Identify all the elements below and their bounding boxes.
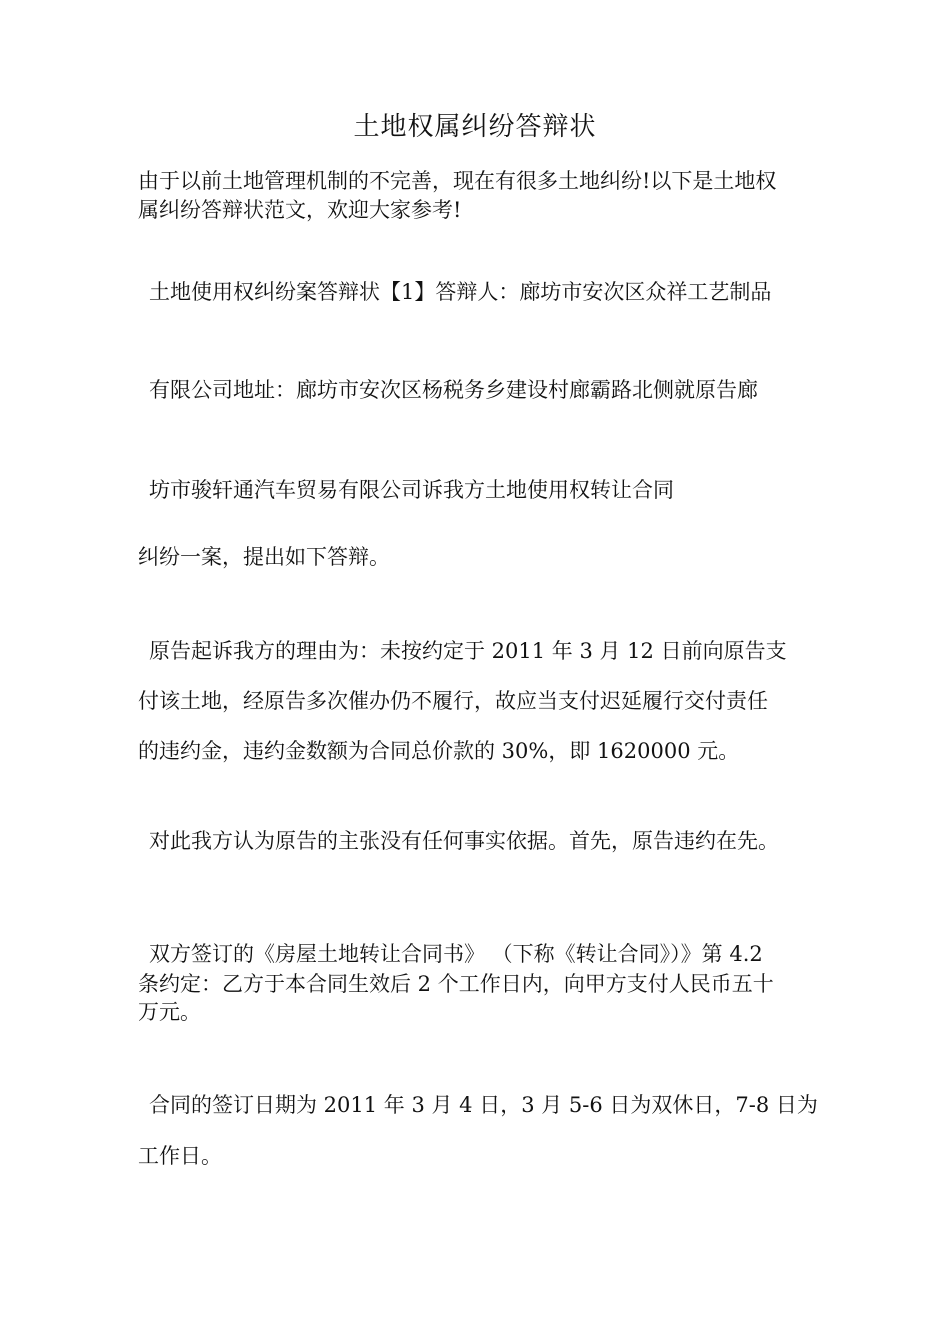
paragraph-line: 双方签订的《房屋土地转让合同书》 （下称《转让合同》）》第 4.2: [149, 942, 763, 966]
paragraph-line: 工作日。: [138, 1144, 222, 1168]
paragraph-line: 土地使用权纠纷案答辩状【1】答辩人：廊坊市安次区众祥工艺制品: [149, 280, 772, 304]
paragraph-line: 原告起诉我方的理由为：未按约定于 2011 年 3 月 12 日前向原告支: [149, 639, 787, 663]
paragraph-line: 有限公司地址：廊坊市安次区杨税务乡建设村廊霸路北侧就原告廊: [149, 378, 758, 402]
document-title: 土地权属纠纷答辩状: [353, 112, 597, 142]
paragraph-line: 属纠纷答辩状范文，欢迎大家参考!: [138, 198, 462, 222]
paragraph-line: 万元。: [138, 1000, 201, 1024]
paragraph-line: 纠纷一案，提出如下答辩。: [138, 545, 390, 569]
paragraph-line: 由于以前土地管理机制的不完善，现在有很多土地纠纷!以下是土地权: [138, 169, 777, 193]
paragraph-line: 坊市骏轩通汽车贸易有限公司诉我方土地使用权转让合同: [149, 478, 674, 502]
paragraph-line: 的违约金，违约金数额为合同总价款的 30%，即 1620000 元。: [138, 739, 740, 763]
paragraph-line: 合同的签订日期为 2011 年 3 月 4 日，3 月 5-6 日为双休日，7-8 日为: [149, 1093, 818, 1117]
paragraph-line: 付该土地，经原告多次催办仍不履行，故应当支付迟延履行交付责任: [138, 689, 768, 713]
paragraph-line: 对此我方认为原告的主张没有任何事实依据。首先，原告违约在先。: [149, 829, 779, 853]
paragraph-line: 条约定：乙方于本合同生效后 2 个工作日内，向甲方支付人民币五十: [138, 972, 774, 996]
